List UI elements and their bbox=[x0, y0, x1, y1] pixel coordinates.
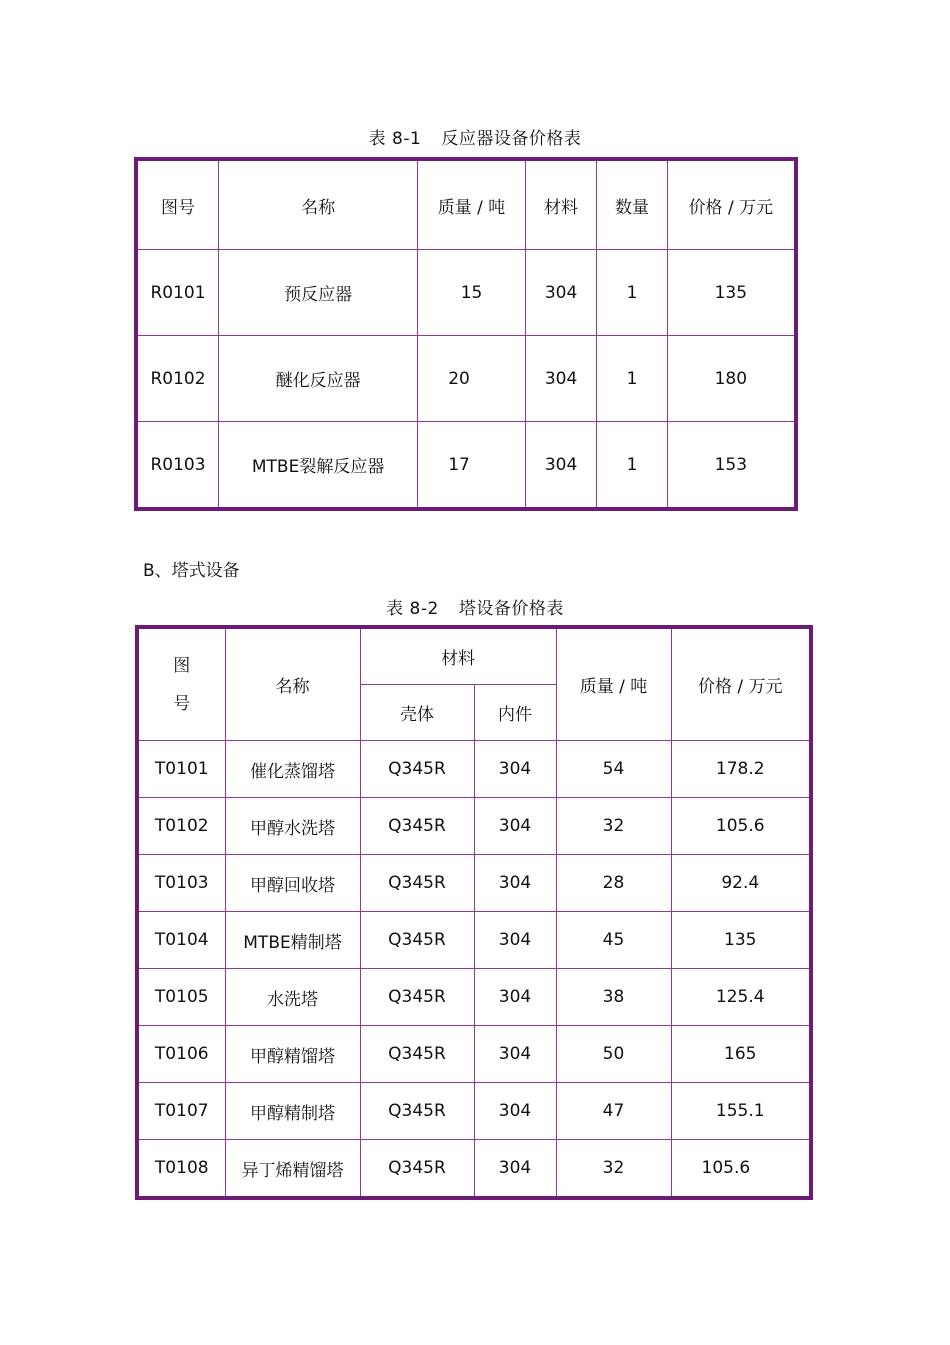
cell-drawing-no: T0105 bbox=[137, 969, 225, 1026]
cell-mass: 15 bbox=[418, 250, 526, 336]
table1-caption-title: 反应器设备价格表 bbox=[441, 129, 582, 149]
table-row bbox=[136, 422, 796, 510]
cell-mass: 45 bbox=[556, 912, 671, 969]
cell-material: 304 bbox=[525, 422, 596, 510]
cell-internals: 304 bbox=[474, 855, 556, 912]
table-row bbox=[137, 855, 811, 912]
cell-price: 92.4 bbox=[671, 855, 811, 912]
cell-shell: Q345R bbox=[360, 741, 474, 798]
cell-drawing-no: T0108 bbox=[137, 1140, 225, 1199]
cell-shell: Q345R bbox=[360, 1140, 474, 1199]
header-drawing-no bbox=[137, 627, 225, 741]
cell-drawing-no: T0102 bbox=[137, 798, 225, 855]
table-row bbox=[137, 1140, 811, 1199]
cell-price: 165 bbox=[671, 1026, 811, 1083]
header-shell: 壳体 bbox=[360, 685, 474, 741]
tower-price-table bbox=[135, 625, 813, 1200]
header-drawing-no: 图号 bbox=[136, 159, 219, 250]
table-row bbox=[137, 969, 811, 1026]
table-row bbox=[137, 1026, 811, 1083]
table2-caption bbox=[0, 594, 950, 619]
cell-mass: 54 bbox=[556, 741, 671, 798]
cell-shell: Q345R bbox=[360, 798, 474, 855]
header-internals: 内件 bbox=[474, 685, 556, 741]
cell-internals: 304 bbox=[474, 969, 556, 1026]
header-name: 名称 bbox=[219, 159, 418, 250]
table-header-row bbox=[137, 627, 811, 685]
cell-shell: Q345R bbox=[360, 1083, 474, 1140]
cell-name: MTBE精制塔 bbox=[225, 912, 360, 969]
cell-quantity: 1 bbox=[597, 336, 667, 422]
header-material: 材料 bbox=[525, 159, 596, 250]
cell-drawing-no: R0101 bbox=[136, 250, 219, 336]
header-price: 价格 / 万元 bbox=[671, 627, 811, 741]
table-row bbox=[137, 798, 811, 855]
cell-name: 甲醇精馏塔 bbox=[225, 1026, 360, 1083]
cell-mass: 17 bbox=[418, 422, 526, 510]
cell-mass: 32 bbox=[556, 798, 671, 855]
cell-mass: 20 bbox=[418, 336, 526, 422]
cell-mass: 38 bbox=[556, 969, 671, 1026]
cell-drawing-no: T0107 bbox=[137, 1083, 225, 1140]
header-drawing-no-line2: 号 bbox=[173, 693, 191, 714]
table1-caption bbox=[0, 124, 950, 149]
reactor-price-table bbox=[134, 157, 798, 511]
cell-internals: 304 bbox=[474, 798, 556, 855]
cell-price: 180 bbox=[667, 336, 796, 422]
cell-shell: Q345R bbox=[360, 912, 474, 969]
cell-drawing-no: T0103 bbox=[137, 855, 225, 912]
cell-price: 105.6 bbox=[671, 798, 811, 855]
cell-material: 304 bbox=[525, 250, 596, 336]
table2-caption-title: 塔设备价格表 bbox=[458, 599, 564, 619]
cell-internals: 304 bbox=[474, 741, 556, 798]
table-row bbox=[136, 336, 796, 422]
cell-drawing-no: T0104 bbox=[137, 912, 225, 969]
cell-mass: 28 bbox=[556, 855, 671, 912]
table-row bbox=[136, 250, 796, 336]
cell-material: 304 bbox=[525, 336, 596, 422]
header-name: 名称 bbox=[225, 627, 360, 741]
cell-price: 135 bbox=[667, 250, 796, 336]
cell-drawing-no: R0103 bbox=[136, 422, 219, 510]
cell-drawing-no: T0106 bbox=[137, 1026, 225, 1083]
header-mass: 质量 / 吨 bbox=[556, 627, 671, 741]
cell-quantity: 1 bbox=[597, 422, 667, 510]
cell-internals: 304 bbox=[474, 912, 556, 969]
cell-price: 178.2 bbox=[671, 741, 811, 798]
cell-name: MTBE裂解反应器 bbox=[219, 422, 418, 510]
table1-caption-number: 表 8-1 bbox=[368, 129, 422, 149]
cell-price: 105.6 bbox=[671, 1140, 811, 1199]
cell-shell: Q345R bbox=[360, 855, 474, 912]
header-material: 材料 bbox=[360, 627, 556, 685]
table2-caption-number: 表 8-2 bbox=[386, 599, 439, 619]
table-header-row bbox=[136, 159, 796, 250]
cell-price: 153 bbox=[667, 422, 796, 510]
table-row bbox=[137, 912, 811, 969]
cell-mass: 47 bbox=[556, 1083, 671, 1140]
cell-shell: Q345R bbox=[360, 969, 474, 1026]
section-heading: B、塔式设备 bbox=[143, 561, 240, 581]
table-row bbox=[137, 1083, 811, 1140]
cell-shell: Q345R bbox=[360, 1026, 474, 1083]
cell-internals: 304 bbox=[474, 1026, 556, 1083]
cell-name: 甲醇水洗塔 bbox=[225, 798, 360, 855]
cell-mass: 50 bbox=[556, 1026, 671, 1083]
cell-price: 135 bbox=[671, 912, 811, 969]
table-row bbox=[137, 741, 811, 798]
cell-quantity: 1 bbox=[597, 250, 667, 336]
cell-drawing-no: R0102 bbox=[136, 336, 219, 422]
header-drawing-no-line1: 图 bbox=[173, 655, 191, 676]
cell-name: 醚化反应器 bbox=[219, 336, 418, 422]
cell-internals: 304 bbox=[474, 1140, 556, 1199]
header-quantity: 数量 bbox=[597, 159, 667, 250]
cell-internals: 304 bbox=[474, 1083, 556, 1140]
cell-name: 异丁烯精馏塔 bbox=[225, 1140, 360, 1199]
cell-name: 水洗塔 bbox=[225, 969, 360, 1026]
header-mass: 质量 / 吨 bbox=[418, 159, 526, 250]
header-price: 价格 / 万元 bbox=[667, 159, 796, 250]
cell-price: 155.1 bbox=[671, 1083, 811, 1140]
cell-mass: 32 bbox=[556, 1140, 671, 1199]
cell-price: 125.4 bbox=[671, 969, 811, 1026]
cell-name: 预反应器 bbox=[219, 250, 418, 336]
cell-name: 催化蒸馏塔 bbox=[225, 741, 360, 798]
cell-drawing-no: T0101 bbox=[137, 741, 225, 798]
cell-name: 甲醇回收塔 bbox=[225, 855, 360, 912]
cell-name: 甲醇精制塔 bbox=[225, 1083, 360, 1140]
